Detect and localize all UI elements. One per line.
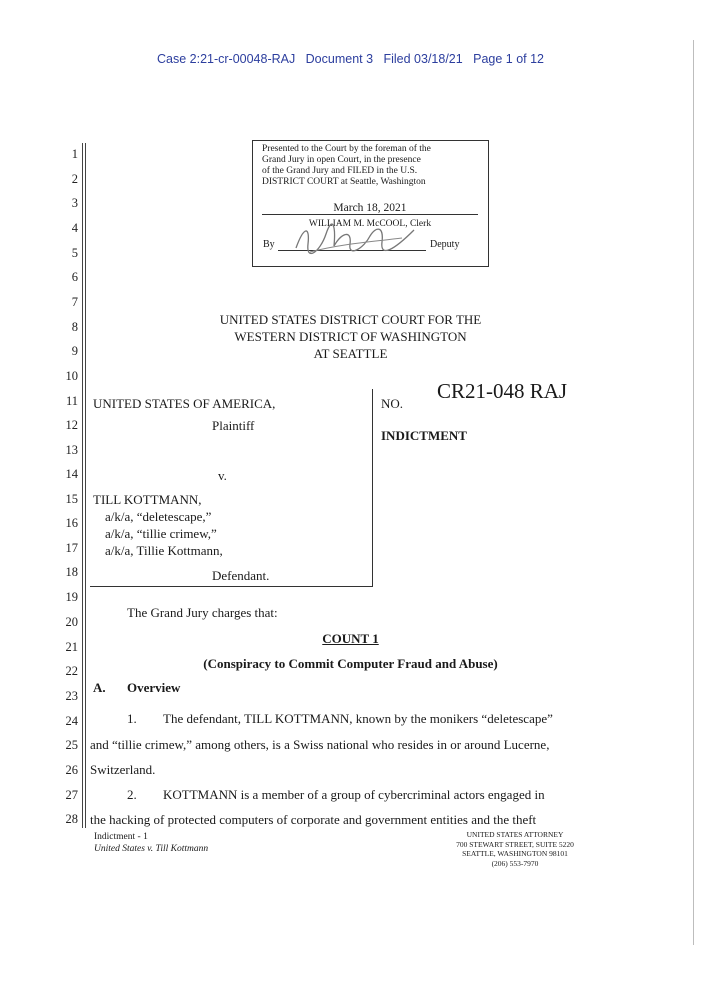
line-number: 20 (65, 615, 78, 629)
line-number: 6 (71, 270, 78, 284)
court-heading: AT SEATTLE (313, 346, 388, 361)
line-number: 8 (71, 320, 78, 334)
line-number: 12 (65, 418, 78, 432)
line-number: 14 (65, 467, 78, 481)
document-header: Case 2:21-cr-00048-RAJ Document 3 Filed 03/18/21 Page 1 of 12 (156, 52, 545, 66)
stamp-by-label: By (263, 239, 275, 250)
footer-right (440, 830, 590, 868)
count-description: (Conspiracy to Commit Computer Fraud and Abuse) (203, 656, 498, 671)
line-number: 18 (65, 565, 78, 579)
line-number: 1 (71, 147, 78, 161)
line-number: 21 (65, 640, 78, 654)
defendant-label: Defendant. (212, 568, 270, 583)
stamp-line: Presented to the Court by the foreman of the (262, 144, 431, 154)
case-no-label: NO. (381, 396, 404, 411)
line-number: 7 (71, 295, 78, 309)
signature-graphic (290, 222, 420, 258)
line-number: 26 (65, 763, 78, 777)
footer-office: UNITED STATES ATTORNEY (466, 830, 564, 839)
document-type: INDICTMENT (381, 428, 467, 443)
caption-divider (372, 389, 373, 587)
defendant-alias: a/k/a, Tillie Kottmann, (105, 543, 223, 558)
court-heading: UNITED STATES DISTRICT COURT FOR THE (219, 312, 482, 327)
stamp-line: DISTRICT COURT at Seattle, Washington (262, 177, 426, 187)
defendant-alias: a/k/a, “tillie crimew,” (105, 526, 217, 541)
count-heading: COUNT 1 (322, 631, 379, 646)
line-number: 11 (65, 394, 78, 408)
line-number: 17 (65, 541, 78, 555)
stamp-line: Grand Jury in open Court, in the presence (262, 155, 421, 165)
paragraph-text: and “tillie crimew,” among others, is a Swiss national who resides in or around Lucerne, (90, 737, 550, 752)
paragraph-number: 2. (127, 787, 137, 802)
paragraph-number: 1. (127, 711, 137, 726)
footer-page-label: Indictment - 1 (94, 832, 148, 842)
line-number: 13 (65, 443, 78, 457)
line-number: 10 (65, 369, 78, 383)
margin-rule (85, 143, 86, 828)
line-number: 5 (71, 246, 78, 260)
line-number: 22 (65, 664, 78, 678)
defendant-alias: a/k/a, “deletescape,” (105, 509, 212, 524)
stamp-text (262, 144, 478, 188)
line-number: 27 (65, 788, 78, 802)
footer-address: 700 STEWART STREET, SUITE 5220 (456, 839, 574, 849)
line-number: 24 (65, 714, 78, 728)
line-number: 23 (65, 689, 78, 703)
page-edge (693, 40, 694, 945)
margin-rule (82, 143, 83, 828)
line-number: 4 (71, 221, 78, 235)
caption-divider (90, 586, 373, 587)
court-heading: WESTERN DISTRICT OF WASHINGTON (234, 329, 467, 344)
line-number: 19 (65, 590, 78, 604)
paragraph-text: the hacking of protected computers of corporate and government entities and the theft (90, 812, 537, 827)
plaintiff-name: UNITED STATES OF AMERICA, (93, 396, 276, 411)
line-number: 15 (65, 492, 78, 506)
footer-case-title: United States v. Till Kottmann (94, 844, 209, 854)
section-letter: A. (93, 680, 106, 695)
case-number: CR21-048 RAJ (437, 379, 568, 403)
footer-left (94, 831, 208, 855)
versus: v. (218, 468, 227, 483)
paragraph-text: The defendant, TILL KOTTMANN, known by the monikers “deletescape” (163, 711, 553, 726)
charges-intro: The Grand Jury charges that: (127, 605, 278, 620)
line-number: 9 (71, 344, 78, 358)
paragraph-text: KOTTMANN is a member of a group of cybercriminal actors engaged in (163, 787, 545, 802)
plaintiff-label: Plaintiff (212, 418, 255, 433)
footer-phone: (206) 553-7970 (491, 858, 539, 868)
line-number: 3 (71, 196, 78, 210)
line-number: 2 (71, 172, 78, 186)
stamp-line: of the Grand Jury and FILED in the U.S. (262, 166, 418, 176)
paragraph-text: Switzerland. (90, 762, 156, 777)
line-number: 25 (65, 738, 78, 752)
stamp-clerk: WILLIAM M. McCOOL, Clerk (308, 219, 432, 229)
defendant-name: TILL KOTTMANN, (93, 492, 202, 507)
stamp-date: March 18, 2021 (262, 202, 478, 215)
footer-city: SEATTLE, WASHINGTON 98101 (462, 849, 568, 858)
line-number: 28 (65, 812, 78, 826)
section-title: Overview (127, 680, 181, 695)
stamp-deputy-label: Deputy (430, 239, 460, 250)
line-number: 16 (65, 516, 78, 530)
